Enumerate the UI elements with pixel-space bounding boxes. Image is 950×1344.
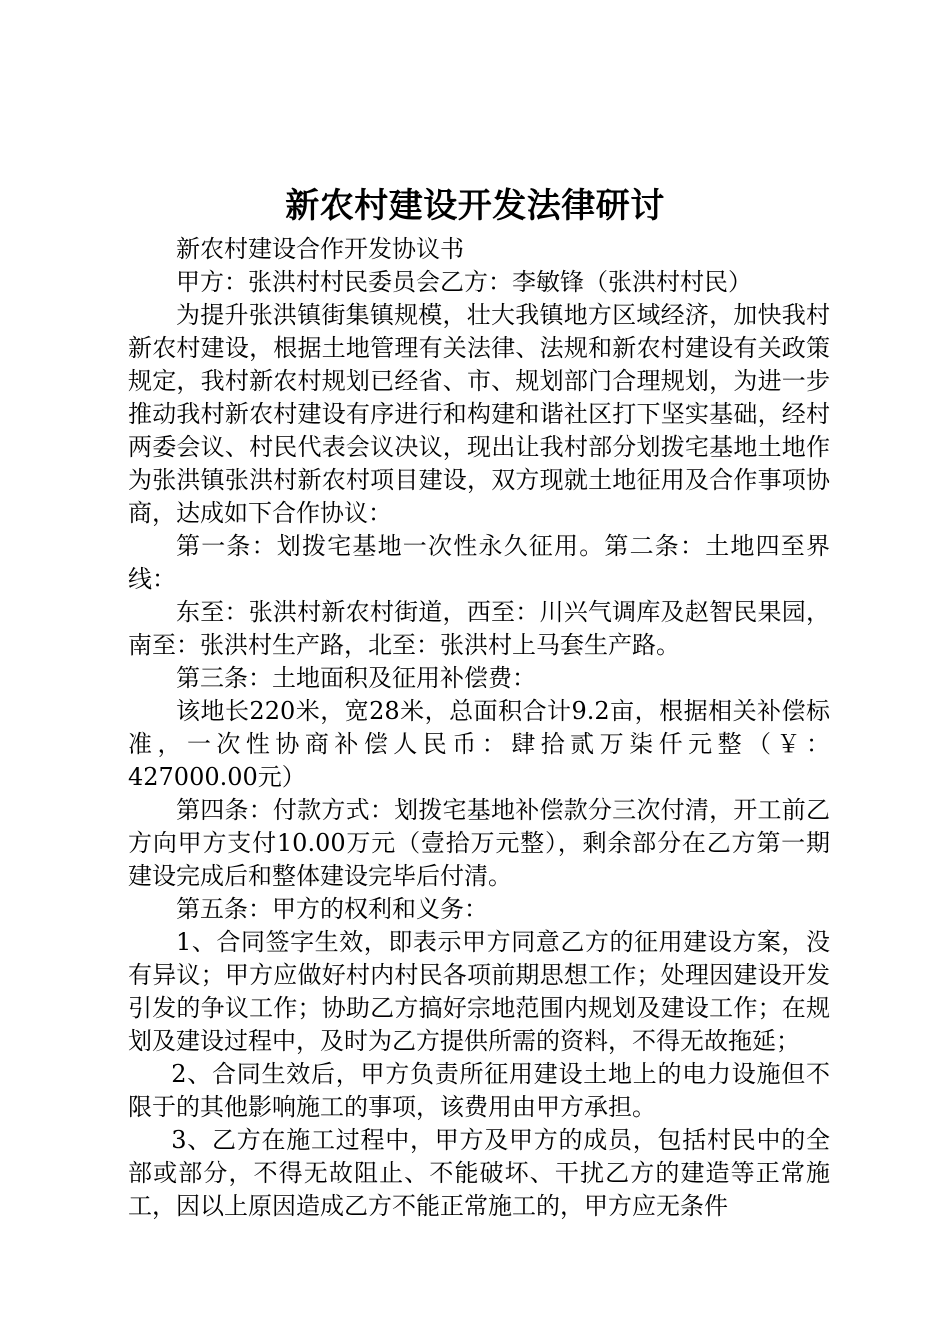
paragraph-clause-3: 3、乙方在施工过程中，甲方及甲方的成员，包括村民中的全部或部分，不得无故阻止、不能破坏、干扰乙方的建造等正常施工，因以上原因造成乙方不能正常施工的，甲方应无条件	[128, 1126, 830, 1220]
paragraph-preamble: 为提升张洪镇街集镇规模，壮大我镇地方区域经济，加快我村新农村建设，根据土地管理有关法律、法规和新农村建设有关政策规定，我村新农村规划已经省、市、规划部门合理规划，为进一步推动我村新农村建设有序进行和构建和谐社区打下坚实基础，经村两委会议、村民代表会议决议，现出让我村部分划拨宅基地土地作为张洪镇张洪村新农村项目建设，双方现就土地征用及合作事项协商，达成如下合作协议：	[128, 301, 830, 527]
paragraph-agreement-name: 新农村建设合作开发协议书	[176, 235, 464, 263]
paragraph-clause-2: 2、合同生效后，甲方负责所征用建设土地上的电力设施但不限于的其他影响施工的事项，该费用由甲方承担。	[128, 1060, 830, 1121]
paragraph-article-1-2: 第一条：划拨宅基地一次性永久征用。第二条：土地四至界线：	[128, 532, 830, 593]
paragraph-article-3: 第三条：土地面积及征用补偿费：	[176, 664, 536, 692]
paragraph-boundaries: 东至：张洪村新农村街道，西至：川兴气调库及赵智民果园，南至：张洪村生产路，北至：张洪村上马套生产路。	[128, 598, 830, 659]
paragraph-parties: 甲方：张洪村村民委员会乙方：李敏锋（张洪村村民）	[176, 268, 752, 296]
paragraph-area-compensation: 该地长220米，宽28米，总面积合计9.2亩，根据相关补偿标准，一次性协商补偿人民币：肆拾贰万柒仟元整（￥：427000.00元）	[128, 697, 830, 791]
paragraph-article-4: 第四条：付款方式：划拨宅基地补偿款分三次付清，开工前乙方向甲方支付10.00万元（壹拾万元整），剩余部分在乙方第一期建设完成后和整体建设完毕后付清。	[128, 796, 830, 890]
document-title: 新农村建设开发法律研讨	[285, 186, 665, 226]
paragraph-clause-1: 1、合同签字生效，即表示甲方同意乙方的征用建设方案，没有异议；甲方应做好村内村民各项前期思想工作；处理因建设开发引发的争议工作；协助乙方搞好宗地范围内规划及建设工作；在规划及建设过程中，及时为乙方提供所需的资料，不得无故拖延；	[128, 928, 830, 1055]
document-body	[128, 233, 830, 1223]
paragraph-article-5: 第五条：甲方的权利和义务：	[176, 895, 488, 923]
